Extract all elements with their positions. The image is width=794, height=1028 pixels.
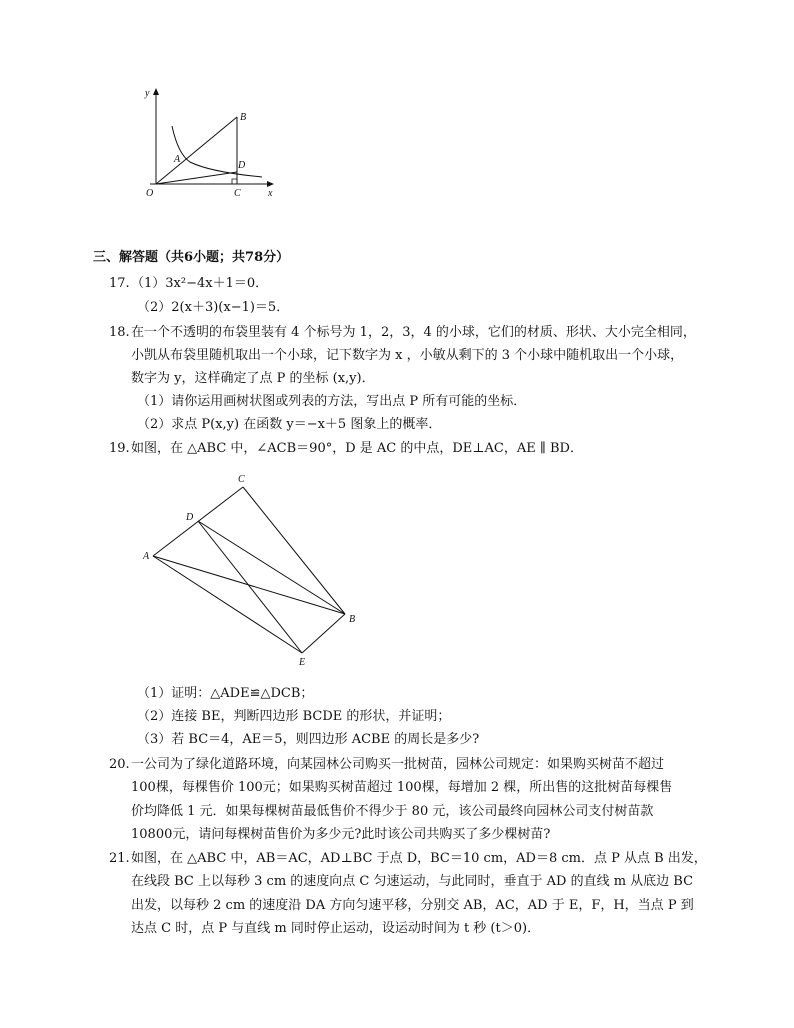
q18-part1: （1）请你运用画树状图或列表的方法，写出点 P 所有可能的坐标． bbox=[137, 394, 527, 409]
label-x: x bbox=[268, 188, 273, 199]
q18-part2: （2）求点 P(x,y) 在函数 y＝−x＋5 图象上的概率． bbox=[137, 417, 442, 432]
q19-part2: （2）连接 BE，判断四边形 BCDE 的形状，并证明； bbox=[137, 709, 451, 724]
q19-part3: （3）若 BC＝4，AE＝5，则四边形 ACBE 的周长是多少? bbox=[137, 732, 480, 747]
right-angle-mark bbox=[232, 179, 237, 184]
q17-part2: （2）2(x＋3)(x−1)＝5． bbox=[137, 300, 290, 315]
label-C: C bbox=[234, 188, 241, 199]
segment-CB bbox=[243, 487, 345, 614]
label-A: A bbox=[143, 551, 150, 562]
label-O: O bbox=[146, 188, 154, 199]
section-heading: 三、解答题（共6小题；共78分） bbox=[93, 250, 290, 265]
q21-line2: 在线段 BC 上以每秒 3 cm 的速度向点 C 匀速运动，与此同时，垂直于 AD 的直线 m 从底边 BC bbox=[131, 874, 694, 889]
x-axis-arrow bbox=[267, 181, 274, 187]
label-C: C bbox=[238, 474, 245, 485]
label-B: B bbox=[349, 614, 356, 625]
figure-triangle bbox=[140, 470, 360, 670]
q21-line4: 达点 C 时，点 P 与直线 m 同时停止运动，设运动时间为 t 秒 (t＞0)． bbox=[131, 921, 541, 936]
label-y: y bbox=[145, 88, 150, 99]
q19-line1: 如图，在 △ABC 中，∠ACB＝90°，D 是 AC 的中点，DE⊥AC，AE ∥ BD． bbox=[131, 441, 583, 456]
segment-AE bbox=[153, 556, 302, 653]
q20-line2: 100棵，每棵售价 100元；如果购买树苗超过 100棵，每增加 2 棵，所出售的这批树苗每棵售 bbox=[131, 780, 673, 795]
q17-part1: （1）3x²−4x＋1＝0． bbox=[131, 276, 269, 291]
y-axis-arrow bbox=[153, 88, 159, 95]
q19-number: 19. bbox=[109, 441, 130, 456]
q18-line3: 数字为 y，这样确定了点 P 的坐标 (x,y)． bbox=[131, 371, 375, 386]
label-D: D bbox=[186, 512, 194, 523]
label-D: D bbox=[238, 160, 246, 171]
q21-line1: 如图，在 △ABC 中，AB＝AC，AD⊥BC 于点 D，BC＝10 cm，AD＝8 cm．点 P 从点 B 出发， bbox=[131, 851, 707, 866]
q21-line3: 出发，以每秒 2 cm 的速度沿 DA 方向匀速平移，分别交 AB，AC，AD 于 E，F，H，当点 P 到 bbox=[131, 898, 694, 913]
segment-EB bbox=[302, 614, 345, 653]
q17-number: 17. bbox=[109, 276, 130, 291]
figure-coordinate-graph bbox=[140, 84, 280, 204]
q21-number: 21. bbox=[109, 851, 130, 866]
q20-number: 20. bbox=[109, 757, 130, 772]
label-B: B bbox=[240, 112, 247, 123]
q20-line4: 10800元，请问每棵树苗售价为多少元?此时该公司共购买了多少棵树苗? bbox=[131, 827, 551, 842]
q18-line1: 在一个不透明的布袋里装有 4 个标号为 1，2，3，4 的小球，它们的材质、形状、大小完全相同， bbox=[131, 325, 696, 340]
label-E: E bbox=[299, 657, 306, 668]
q18-line2: 小凯从布袋里随机取出一个小球，记下数字为 x ，小敏从剩下的 3 个小球中随机取出一个小球， bbox=[131, 348, 684, 363]
q18-number: 18. bbox=[109, 325, 130, 340]
q19-part1: （1）证明：△ADE≌△DCB； bbox=[137, 686, 314, 701]
q20-line3: 价均降低 1 元．如果每棵树苗最低售价不得少于 80 元，该公司最终向园林公司支付树苗款 bbox=[131, 804, 654, 819]
q20-line1: 一公司为了绿化道路环境，向某园林公司购买一批树苗，园林公司规定：如果购买树苗不超过 bbox=[131, 757, 665, 772]
label-A: A bbox=[174, 154, 181, 165]
